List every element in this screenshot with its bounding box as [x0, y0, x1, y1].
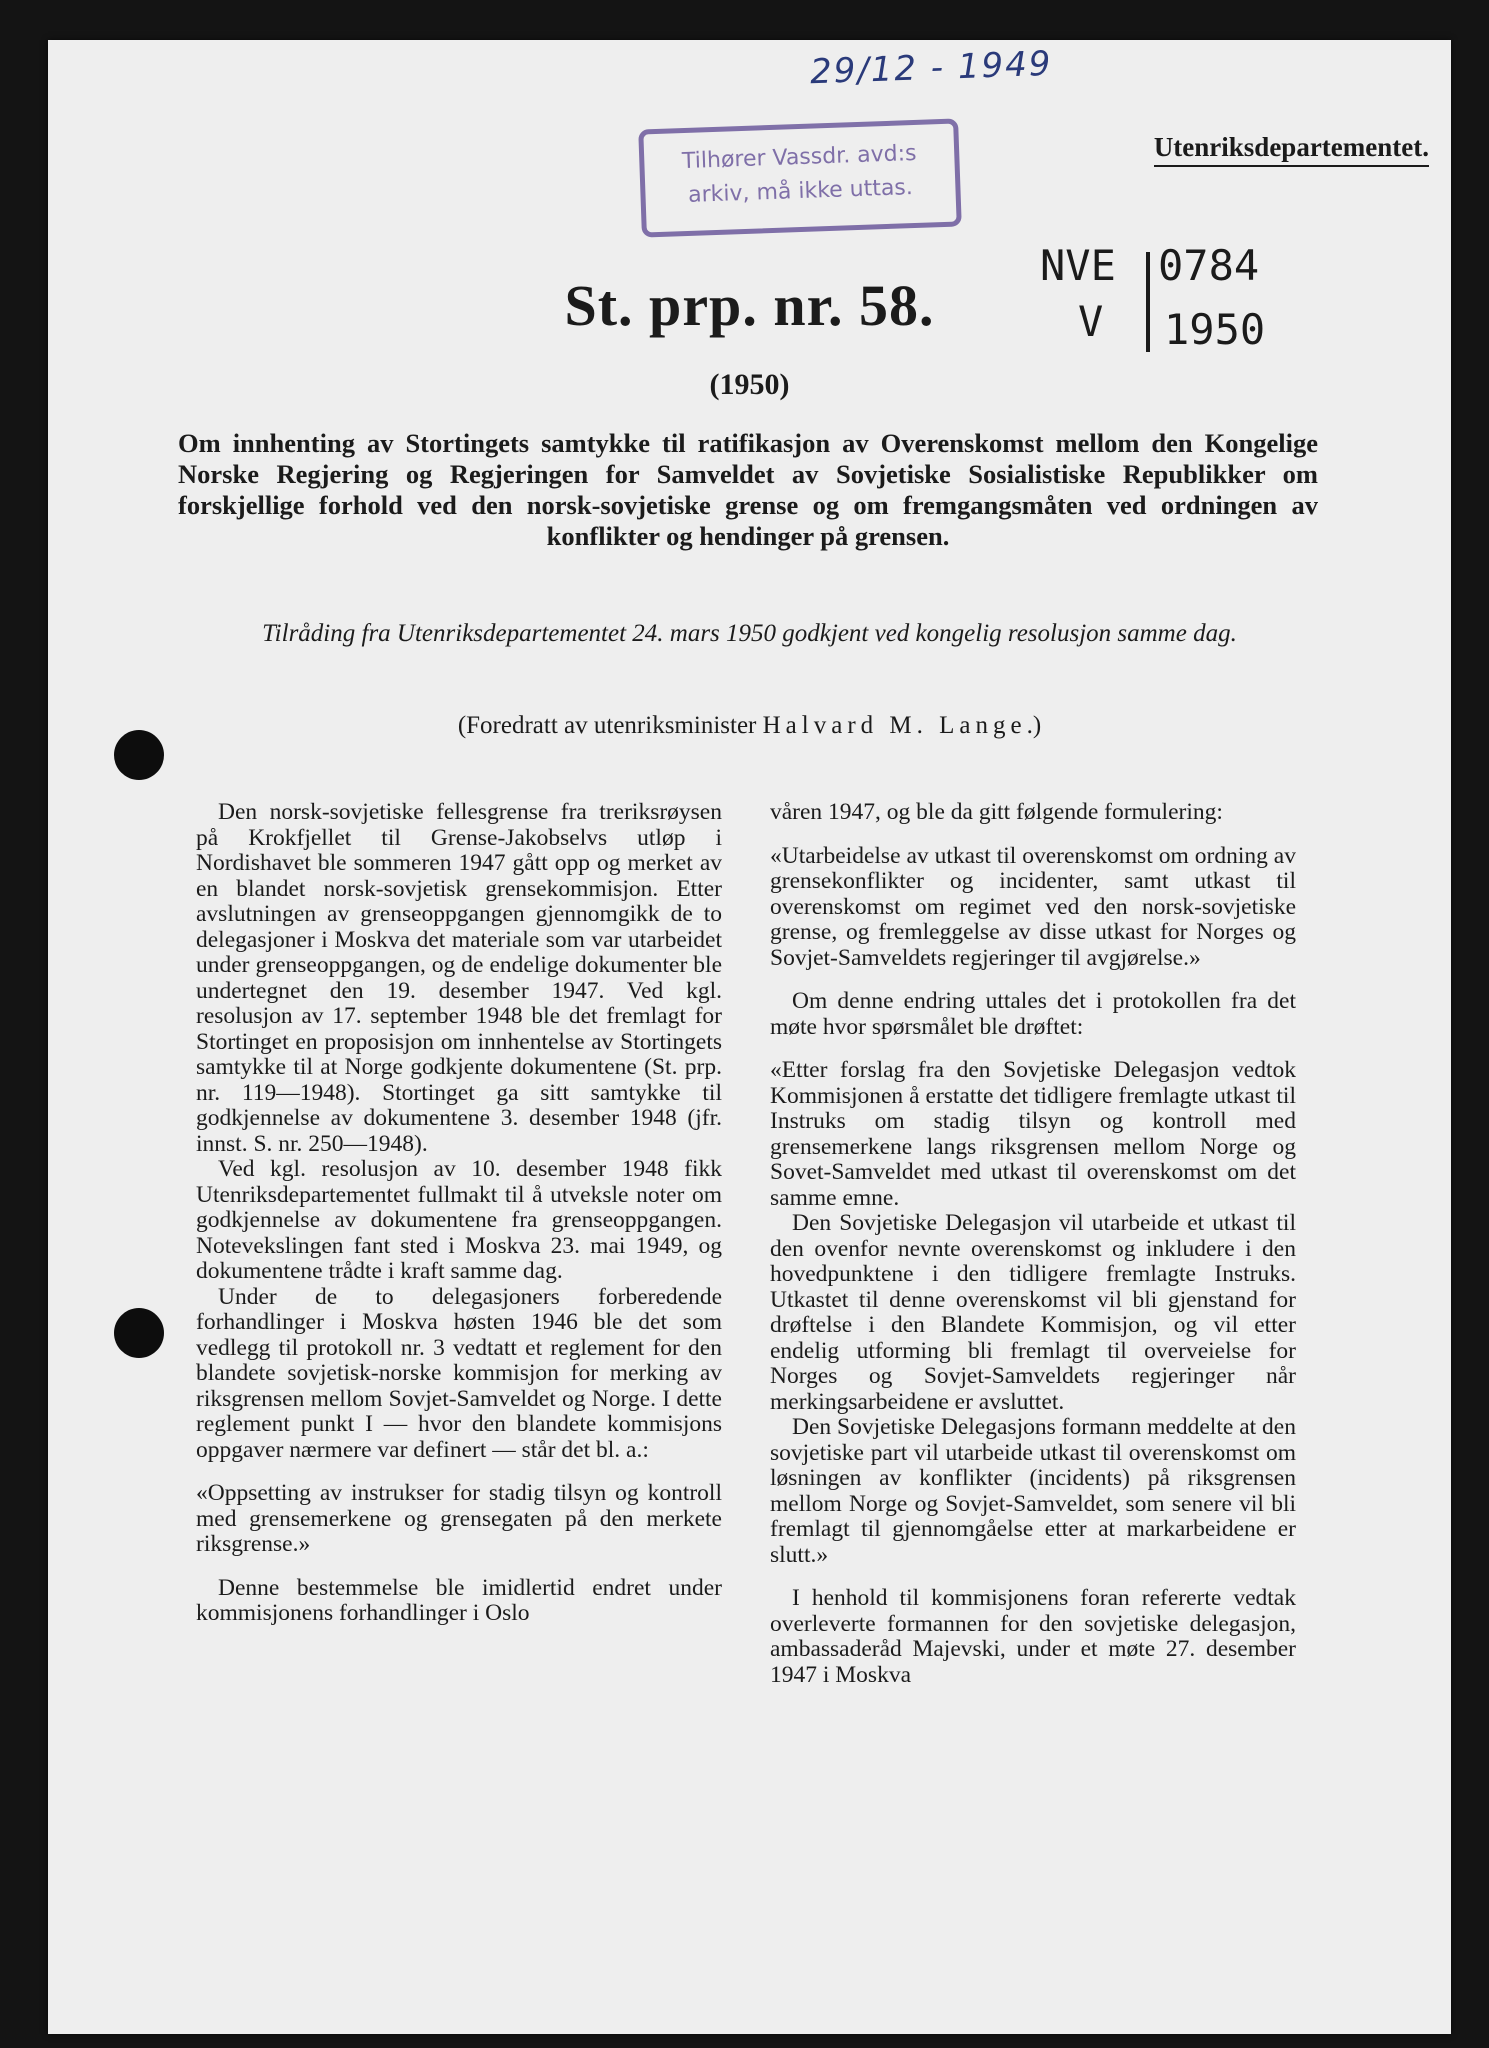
document-page [48, 40, 1451, 2034]
paragraph: Den Sovjetiske Delegasjons formann meddelte at den sovjetiske part vil utarbeide utkast til overenskomst om løsningen av konflikter (incidents) på riksgrensen mellom Norge og Sovjet-Samveldet, som senere vil bli fremlagt til gjennomgåelse etter at markarbeidene er slutt.» [770, 1414, 1296, 1568]
recommendation-text: Tilråding fra Utenriksdepartementet 24. mars 1950 godkjent ved kongelig resolusjon samme dag. [262, 620, 1237, 647]
paragraph: Under de to delegasjoners forberedende forhandlinger i Moskva høsten 1946 ble det som vedlegg til protokoll nr. 3 vedtatt et reglement for den blandete sovjetisk-norske kommisjon for merking av riksgrensen mellom Sovjet-Samveldet og Norge. I dette reglement punkt I — hvor den blandete kommisjons oppgaver nærmere var definert — står det bl. a.: [196, 1283, 722, 1463]
nve-stamp-volume: V [1078, 297, 1104, 346]
proposition-subject: Om innhenting av Stortingets samtykke til ratifikasjon av Overenskomst mellom den Kongelige Norske Regjering og Regjeringen for Samveldet av Sovjetiske Sosialistiske Republikker om forskjellige forhold ved den norsk-sovjetiske grense og om fremgangsmåten ved ordningen av konflikter og hendinger på grensen. [178, 428, 1318, 551]
paragraph: I henhold til kommisjonens foran refererte vedtak overleverte formannen for den sovjetiske delegasjon, ambassaderåd Majevski, under et møte 27. desember 1947 i Moskva [770, 1585, 1296, 1688]
nve-stamp-number: 0784 [1158, 241, 1260, 290]
presented-by [48, 712, 1451, 740]
archive-stamp-line-2: arkiv, må ikke uttas. [687, 175, 914, 209]
quote-paragraph: «Oppsetting av instrukser for stadig tilsyn og kontroll med grensemerkene og grensegaten på den merkete riksgrense.» [196, 1480, 722, 1557]
paragraph: Denne bestemmelse ble imidlertid endret under kommisjonens forhandlinger i Oslo [196, 1574, 722, 1626]
punch-hole [114, 730, 164, 780]
paragraph: Den Sovjetiske Delegasjon vil utarbeide et utkast til den ovenfor nevnte overenskomst og inkludere i den hovedpunktene i den tidligere fremlagte Instruks. Utkastet til denne overenskomst vil bli gjenstand for drøftelse i den Blandete Kommisjon, og vil etter endelig utforming bli fremlagt til overveielse for Norges og Sovjet-Samveldets regjeringer når merkingsarbeidene er avsluttet. [770, 1210, 1296, 1415]
presented-by-suffix: .) [1026, 712, 1042, 739]
quote-paragraph: «Etter forslag fra den Sovjetiske Delegasjon vedtok Kommisjonen å erstatte det tidligere fremlagte utkast til Instruks om stadig tilsyn og kontroll med grensemerkene langs riksgrensen mellom Norge og Sovet-Samveldet med utkast til overenskomst om det samme emne. [770, 1057, 1296, 1211]
department-heading: Utenriksdepartementet. [1154, 132, 1429, 167]
quote-paragraph: «Utarbeidelse av utkast til overenskomst om ordning av grensekonflikter og incidenter, samt utkast til overenskomst om regimet ved den norsk-sovjetiske grense, og fremleggelse av disse utkast for Norges og Sovjet-Samveldets regjeringer til avgjørelse.» [770, 842, 1296, 971]
punch-hole [114, 1308, 164, 1358]
left-column [196, 800, 722, 1627]
paragraph: Den norsk-sovjetiske fellesgrense fra treriksrøysen på Krokfjellet til Grense-Jakobselvs utløp i Nordishavet ble sommeren 1947 gått opp og merket av en blandet norsk-sovjetisk grensekommisjon. Etter avslutningen av grenseoppgangen gjennomgikk de to delegasjoner i Moskva det materiale som var utarbeidet under grenseoppgangen, og de endelige dokumenter ble undertegnet den 19. desember 1947. Ved kgl. resolusjon av 17. september 1948 ble det fremlagt for Stortinget en proposisjon om innhentelse av Stortingets samtykke til at Norge godkjente dokumentene (St. prp. nr. 119—1948). Stortinget ga sitt samtykke til godkjennelse av dokumentene 3. desember 1948 (jfr. innst. S. nr. 250—1948). [196, 799, 722, 1157]
proposition-year: (1950) [709, 368, 790, 401]
paragraph: Ved kgl. resolusjon av 10. desember 1948 fikk Utenriksdepartementet fullmakt til å utveksle noter om godkjennelse av dokumentene fra grenseoppgangen. Notevekslingen fant sted i Moskva 23. mai 1949, og dokumentene trådte i kraft samme dag. [196, 1156, 722, 1284]
nve-stamp-prefix: NVE [1040, 241, 1116, 290]
presented-by-prefix: (Foredratt av utenriksminister [457, 712, 763, 739]
nve-stamp-year: 1950 [1164, 305, 1266, 354]
right-column [770, 800, 1296, 1688]
handwritten-date: 29/12 - 1949 [809, 43, 1054, 93]
proposition-title: St. prp. nr. 58. [564, 273, 935, 338]
archive-stamp-line-1: Tilhører Vassdr. avd:s [681, 140, 917, 175]
paragraph: Om denne endring uttales det i protokollen fra det møte hvor spørsmålet ble drøftet: [770, 988, 1296, 1040]
minister-name: Halvard M. Lange [762, 712, 1027, 739]
archive-stamp [638, 118, 962, 237]
paragraph: våren 1947, og ble da gitt følgende formulering: [770, 799, 1223, 825]
